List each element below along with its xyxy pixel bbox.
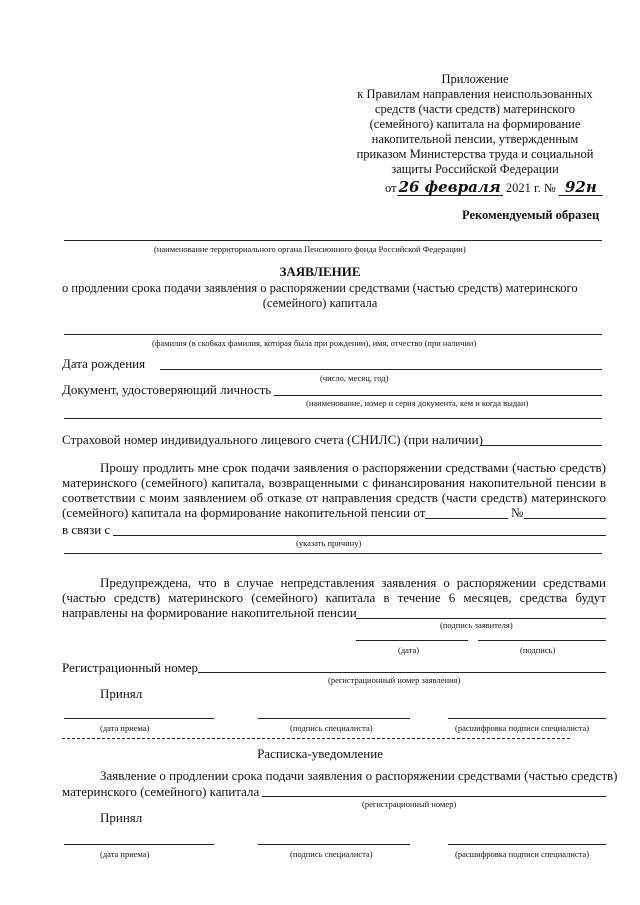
- warning-text-line: (частью средств) материнского (семейного) капитала в течение 6 месяцев, средства будут: [62, 590, 606, 605]
- date-prefix: от: [385, 181, 397, 195]
- receipt-specialist-signature-caption: (подпись специалиста): [290, 849, 373, 859]
- signature-field[interactable]: [478, 640, 606, 641]
- sample-label: Рекомендуемый образец: [462, 208, 600, 222]
- pfr-office-field[interactable]: [64, 240, 602, 241]
- registration-number-field[interactable]: [198, 672, 606, 673]
- receipt-specialist-signature-decode-field[interactable]: [448, 844, 606, 845]
- full-name-field[interactable]: [64, 334, 602, 335]
- order-date-line: [385, 180, 603, 196]
- document-subtitle-line: (семейного) капитала: [262, 296, 378, 310]
- snils-label: Страховой номер индивидуального лицевого счета (СНИЛС) (при наличии): [62, 432, 483, 447]
- appendix-line: Приложение: [441, 72, 509, 86]
- identity-doc-label: Документ, удостоверяющий личность: [62, 382, 272, 397]
- request-text-line: Прошу продлить мне срок подачи заявления о распоряжении средствами (частью средств): [100, 460, 606, 475]
- reception-date-caption: (дата приема): [100, 723, 150, 733]
- birth-date-label: Дата рождения: [62, 356, 146, 371]
- document-subtitle-line: о продлении срока подачи заявления о распоряжении средствами (частью средств) материнского: [62, 281, 578, 295]
- request-text-line: соответствии с моим заявлением об отказе от направления средств (части средств) материнского: [62, 490, 606, 505]
- birth-date-field[interactable]: [160, 369, 602, 370]
- specialist-signature-decode-field[interactable]: [448, 718, 606, 719]
- date-field[interactable]: [356, 640, 468, 641]
- applicant-signature-caption: (подпись заявителя): [440, 620, 513, 630]
- appendix-line: накопительной пенсии, утвержденным: [371, 132, 579, 146]
- handwritten-number: 92н: [559, 180, 603, 196]
- specialist-signature-field[interactable]: [258, 718, 410, 719]
- reception-date-field[interactable]: [64, 718, 214, 719]
- request-text-line: (семейного) капитала на формирование накопительной пенсии от: [62, 505, 426, 520]
- accepted-label: Принял: [100, 686, 143, 701]
- document-title: ЗАЯВЛЕНИЕ: [279, 264, 361, 279]
- cut-line: [62, 738, 570, 739]
- appendix-line: (семейного) капитала на формирование: [369, 117, 581, 131]
- pfr-office-caption: (наименование территориального органа Пенсионного фонда Российской Федерации): [154, 244, 466, 254]
- birth-date-caption: (число, месяц, год): [320, 373, 389, 383]
- handwritten-date: 26 февраля: [398, 178, 501, 196]
- full-name-caption: (фамилия (в скобках фамилия, которая была при рождении), имя, отчество (при наличии): [152, 338, 477, 348]
- registration-number-caption: (регистрационный номер заявления): [328, 675, 461, 685]
- reason-field-continued[interactable]: [64, 553, 602, 554]
- reason-label: в связи с: [62, 522, 111, 537]
- receipt-specialist-signature-field[interactable]: [258, 844, 410, 845]
- specialist-signature-caption: (подпись специалиста): [290, 723, 373, 733]
- receipt-reception-date-caption: (дата приема): [100, 849, 150, 859]
- snils-field[interactable]: [480, 445, 602, 446]
- warning-text-line: Предупреждена, что в случае непредставления заявления о распоряжении средствами: [100, 575, 606, 590]
- reason-caption: (указать причину): [296, 538, 362, 548]
- year-text: 2021 г. №: [505, 181, 556, 195]
- receipt-reception-date-field[interactable]: [64, 844, 214, 845]
- identity-doc-field-continued[interactable]: [64, 418, 602, 419]
- appendix-block: [340, 72, 610, 177]
- number-sign: №: [511, 505, 524, 520]
- appendix-line: к Правилам направления неиспользованных: [357, 87, 593, 101]
- request-text-line: материнского (семейного) капитала, возвращенными с финансирования накопительной пенсии в: [62, 475, 606, 490]
- receipt-registration-number-caption: (регистрационный номер): [362, 799, 457, 809]
- registration-number-label: Регистрационный номер: [62, 660, 198, 675]
- specialist-signature-decode-caption: (расшифровка подписи специалиста): [455, 723, 590, 733]
- receipt-text-line: Заявление о продлении срока подачи заявления о распоряжении средствами (частью средств): [100, 768, 618, 783]
- applicant-signature-field[interactable]: [356, 618, 606, 619]
- application-date-field[interactable]: [425, 518, 508, 519]
- receipt-title: Расписка-уведомление: [257, 746, 383, 761]
- appendix-line: приказом Министерства труда и социальной: [356, 147, 594, 161]
- signature-caption: (подпись): [520, 645, 556, 655]
- receipt-accepted-label: Принял: [100, 810, 143, 825]
- receipt-specialist-signature-decode-caption: (расшифровка подписи специалиста): [455, 849, 590, 859]
- warning-text-line: направлены на формирование накопительной пенсии: [62, 605, 357, 620]
- date-caption: (дата): [398, 645, 420, 655]
- appendix-line: защиты Российской Федерации: [391, 162, 559, 176]
- appendix-line: средств (части средств) материнского: [374, 102, 576, 116]
- reason-field[interactable]: [113, 535, 606, 536]
- application-number-field[interactable]: [524, 518, 606, 519]
- identity-doc-caption: (наименование, номер и серия документа, кем и когда выдан): [306, 398, 529, 408]
- receipt-registration-number-field[interactable]: [262, 796, 606, 797]
- identity-doc-field[interactable]: [274, 395, 602, 396]
- receipt-text-line: материнского (семейного) капитала: [62, 784, 260, 799]
